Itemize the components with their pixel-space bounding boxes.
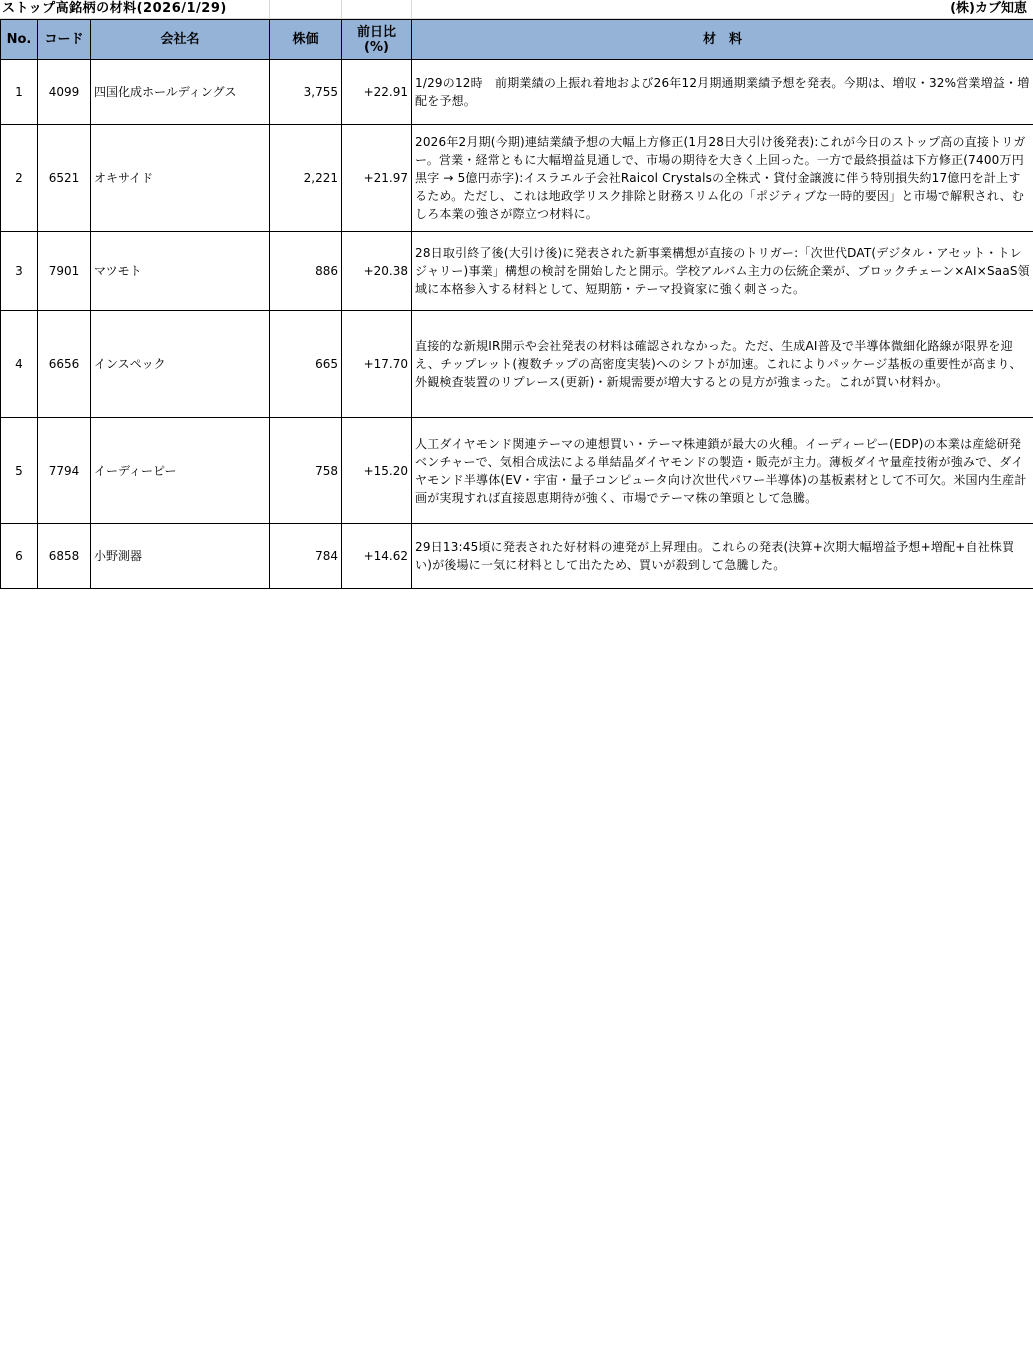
header-change-line2: (%): [364, 39, 389, 55]
cell-reason: 人工ダイヤモンド関連テーマの連想買い・テーマ株連鎖が最大の火種。イーディーピー(EDP)の本業は産総研発ベンチャーで、気相合成法による単結晶ダイヤモンドの製造・販売が主力。薄板ダイヤ量産技術が強みで、ダイヤモンド半導体(EV・宇宙・量子コンピュータ向け次世代パワー半導体)の基板素材として不可欠。米国内生産計画が実現すれば直接恩恵期待が強く、市場でテーマ株の筆頭として急騰。: [412, 418, 1033, 524]
cell-company-name: 小野測器: [91, 524, 270, 589]
header-reason: 材 料: [412, 20, 1033, 60]
cell-price: 2,221: [270, 125, 342, 232]
cell-change: +22.91: [342, 60, 412, 125]
table-row: [1, 232, 1033, 311]
stop-high-table: [0, 19, 1033, 589]
table-row: [1, 60, 1033, 125]
cell-no: 6: [1, 524, 38, 589]
cell-company-name: 四国化成ホールディングス: [91, 60, 270, 125]
cell-code: 7794: [38, 418, 91, 524]
cell-no: 1: [1, 60, 38, 125]
cell-no: 4: [1, 311, 38, 418]
table-row: [1, 311, 1033, 418]
grid-line: [411, 0, 412, 18]
cell-code: 6858: [38, 524, 91, 589]
cell-reason: 2026年2月期(今期)連結業績予想の大幅上方修正(1月28日大引け後発表):これが今日のストップ高の直接トリガー。営業・経常ともに大幅増益見通しで、市場の期待を大きく上回った。一方で最終損益は下方修正(7400万円黒字 → 5億円赤字):イスラエル子会社Raicol Crystalsの全株式・貸付金譲渡に伴う特別損失約17億円を計上するため。ただし、これは地政学リスク排除と財務スリム化の「ポジティブな一時的要因」と市場で解釈され、むしろ本業の強さが際立つ材料に。: [412, 125, 1033, 232]
header-no: No.: [1, 20, 38, 60]
header-change-line1: 前日比: [356, 24, 396, 40]
cell-company-name: インスペック: [91, 311, 270, 418]
cell-company-name: イーディーピー: [91, 418, 270, 524]
title-row: [0, 0, 1033, 19]
cell-price: 665: [270, 311, 342, 418]
cell-change: +15.20: [342, 418, 412, 524]
table-row: [1, 418, 1033, 524]
cell-change: +17.70: [342, 311, 412, 418]
cell-no: 5: [1, 418, 38, 524]
cell-change: +21.97: [342, 125, 412, 232]
cell-reason: 1/29の12時 前期業績の上振れ着地および26年12月期通期業績予想を発表。今期は、増収・32%営業増益・増配を予想。: [412, 60, 1033, 125]
cell-reason: 28日取引終了後(大引け後)に発表された新事業構想が直接のトリガー:「次世代DAT(デジタル・アセット・トレジャリー)事業」構想の検討を開始したと開示。学校アルバム主力の伝統企業が、ブロックチェーン×AI×SaaS領域に本格参入する材料として、短期筋・テーマ投資家に強く刺さった。: [412, 232, 1033, 311]
cell-code: 6656: [38, 311, 91, 418]
cell-no: 2: [1, 125, 38, 232]
cell-reason: 29日13:45頃に発表された好材料の連発が上昇理由。これらの発表(決算+次期大幅増益予想+増配+自社株買い)が後場に一気に材料として出たため、買いが殺到して急騰した。: [412, 524, 1033, 589]
cell-code: 7901: [38, 232, 91, 311]
grid-line: [269, 0, 270, 18]
cell-price: 3,755: [270, 60, 342, 125]
cell-price: 886: [270, 232, 342, 311]
sheet-title: ストップ高銘柄の材料(2026/1/29): [2, 1, 227, 16]
cell-company-name: マツモト: [91, 232, 270, 311]
cell-company-name: オキサイド: [91, 125, 270, 232]
cell-code: 4099: [38, 60, 91, 125]
header-row: [1, 20, 1033, 60]
table-row: [1, 524, 1033, 589]
cell-change: +20.38: [342, 232, 412, 311]
cell-price: 758: [270, 418, 342, 524]
cell-reason: 直接的な新規IR開示や会社発表の材料は確認されなかった。ただ、生成AI普及で半導体微細化路線が限界を迎え、チップレット(複数チップの高密度実装)へのシフトが加速。これによりパッケージ基板の重要性が高まり、外観検査装置のリプレース(更新)・新規需要が増大するとの見方が強まった。これが買い材料か。: [412, 311, 1033, 418]
table-row: [1, 125, 1033, 232]
grid-line: [341, 0, 342, 18]
header-company-name: 会社名: [91, 20, 270, 60]
header-price: 株価: [270, 20, 342, 60]
cell-no: 3: [1, 232, 38, 311]
spreadsheet: [0, 0, 1033, 589]
cell-code: 6521: [38, 125, 91, 232]
header-code: コード: [38, 20, 91, 60]
publisher-name: (株)カブ知恵: [950, 1, 1027, 16]
cell-price: 784: [270, 524, 342, 589]
header-change: [342, 20, 412, 60]
cell-change: +14.62: [342, 524, 412, 589]
